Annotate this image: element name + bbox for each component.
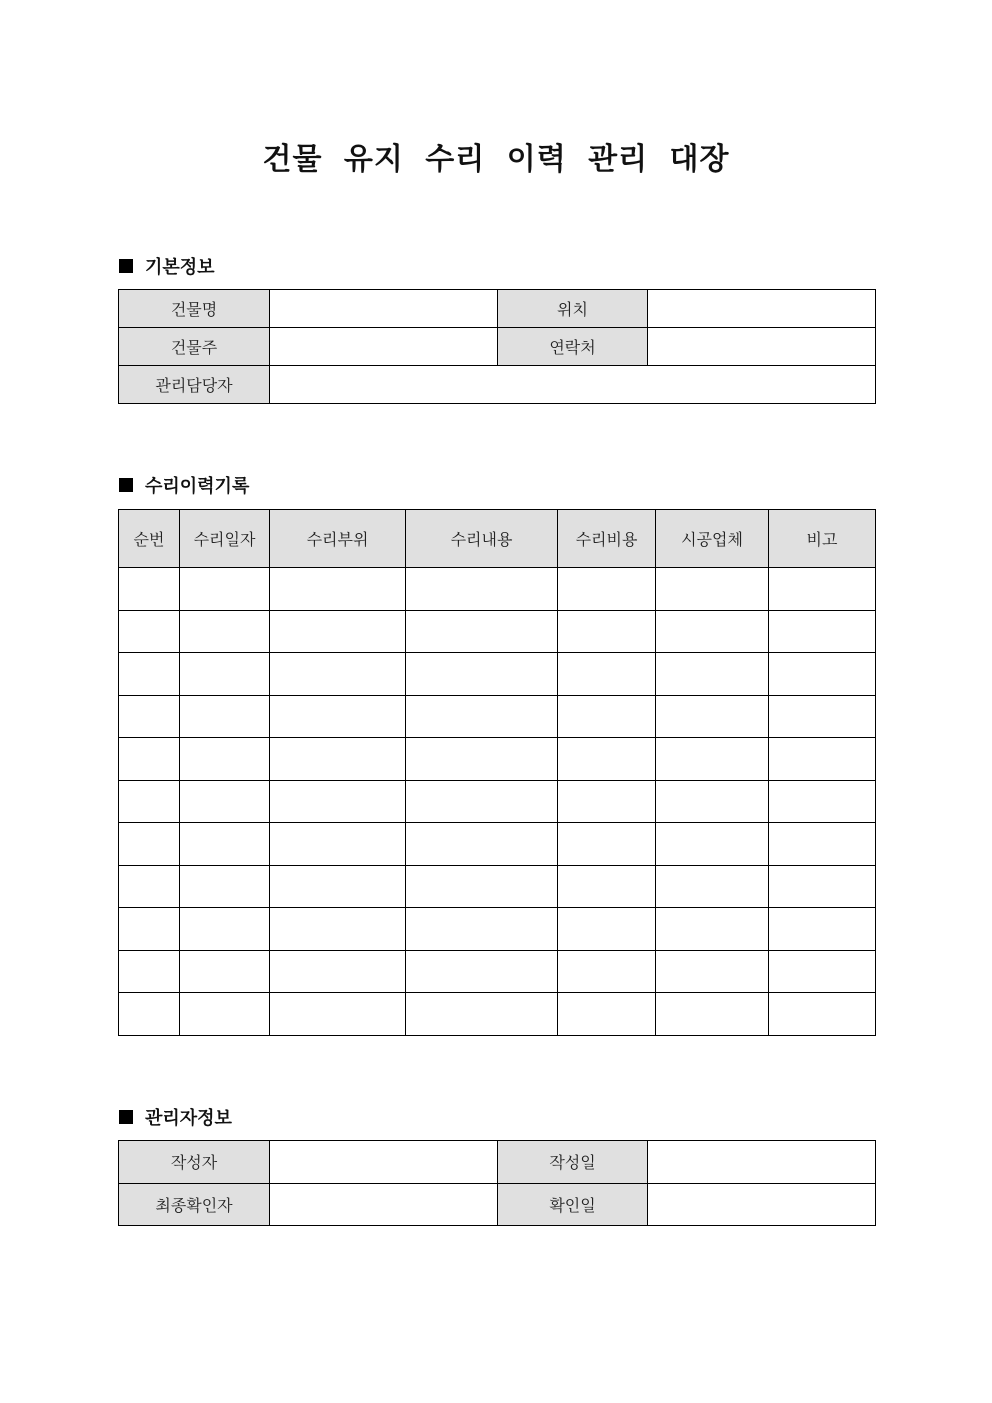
table-row	[119, 738, 876, 781]
field-location[interactable]	[648, 290, 876, 328]
cell-remarks[interactable]	[769, 568, 876, 611]
cell-content[interactable]	[406, 950, 558, 993]
cell-no[interactable]	[119, 610, 180, 653]
cell-date[interactable]	[180, 908, 270, 951]
square-bullet-icon	[119, 478, 133, 492]
cell-no[interactable]	[119, 568, 180, 611]
section-heading-label: 기본정보	[145, 257, 215, 278]
cell-contractor[interactable]	[656, 695, 769, 738]
cell-content[interactable]	[406, 695, 558, 738]
cell-cost[interactable]	[558, 823, 656, 866]
label-date-checked: 확인일	[498, 1183, 648, 1226]
table-row	[119, 328, 876, 366]
table-row	[119, 950, 876, 993]
cell-cost[interactable]	[558, 610, 656, 653]
label-final-checker: 최종확인자	[119, 1183, 270, 1226]
cell-part[interactable]	[270, 823, 406, 866]
table-header-row	[119, 510, 876, 568]
column-header-remarks: 비고	[769, 510, 876, 568]
cell-part[interactable]	[270, 780, 406, 823]
cell-date[interactable]	[180, 610, 270, 653]
field-final-checker[interactable]	[270, 1183, 498, 1226]
cell-remarks[interactable]	[769, 738, 876, 781]
cell-contractor[interactable]	[656, 950, 769, 993]
cell-remarks[interactable]	[769, 780, 876, 823]
section-heading-basic	[119, 253, 215, 279]
section-heading-label: 수리이력기록	[145, 476, 250, 497]
field-date-checked[interactable]	[648, 1183, 876, 1226]
label-contact: 연락처	[498, 328, 648, 366]
field-owner[interactable]	[270, 328, 498, 366]
label-author: 작성자	[119, 1141, 270, 1184]
basic-info-table	[118, 289, 876, 404]
label-manager: 관리담당자	[119, 366, 270, 404]
cell-date[interactable]	[180, 568, 270, 611]
cell-content[interactable]	[406, 908, 558, 951]
cell-content[interactable]	[406, 993, 558, 1036]
cell-cost[interactable]	[558, 865, 656, 908]
table-row	[119, 780, 876, 823]
label-owner: 건물주	[119, 328, 270, 366]
cell-cost[interactable]	[558, 738, 656, 781]
section-heading-manager	[119, 1104, 232, 1130]
cell-date[interactable]	[180, 950, 270, 993]
cell-cost[interactable]	[558, 908, 656, 951]
table-row	[119, 695, 876, 738]
cell-part[interactable]	[270, 950, 406, 993]
cell-date[interactable]	[180, 993, 270, 1036]
cell-part[interactable]	[270, 865, 406, 908]
manager-info-table	[118, 1140, 876, 1226]
cell-no[interactable]	[119, 908, 180, 951]
table-row	[119, 653, 876, 696]
field-date-written[interactable]	[648, 1141, 876, 1184]
cell-no[interactable]	[119, 738, 180, 781]
cell-remarks[interactable]	[769, 695, 876, 738]
cell-no[interactable]	[119, 865, 180, 908]
cell-remarks[interactable]	[769, 865, 876, 908]
cell-content[interactable]	[406, 568, 558, 611]
cell-contractor[interactable]	[656, 653, 769, 696]
cell-contractor[interactable]	[656, 908, 769, 951]
field-contact[interactable]	[648, 328, 876, 366]
cell-date[interactable]	[180, 865, 270, 908]
table-row	[119, 610, 876, 653]
cell-part[interactable]	[270, 568, 406, 611]
table-row	[119, 823, 876, 866]
repair-table-body	[119, 568, 876, 1036]
cell-part[interactable]	[270, 908, 406, 951]
cell-contractor[interactable]	[656, 865, 769, 908]
table-row	[119, 290, 876, 328]
cell-cost[interactable]	[558, 780, 656, 823]
cell-contractor[interactable]	[656, 823, 769, 866]
cell-no[interactable]	[119, 780, 180, 823]
cell-remarks[interactable]	[769, 653, 876, 696]
cell-remarks[interactable]	[769, 908, 876, 951]
cell-date[interactable]	[180, 823, 270, 866]
cell-remarks[interactable]	[769, 823, 876, 866]
cell-content[interactable]	[406, 610, 558, 653]
label-date-written: 작성일	[498, 1141, 648, 1184]
cell-part[interactable]	[270, 738, 406, 781]
cell-date[interactable]	[180, 695, 270, 738]
field-manager[interactable]	[270, 366, 876, 404]
field-building-name[interactable]	[270, 290, 498, 328]
cell-date[interactable]	[180, 780, 270, 823]
table-row	[119, 366, 876, 404]
cell-content[interactable]	[406, 653, 558, 696]
field-author[interactable]	[270, 1141, 498, 1184]
square-bullet-icon	[119, 259, 133, 273]
column-header-part: 수리부위	[270, 510, 406, 568]
cell-content[interactable]	[406, 738, 558, 781]
column-header-contractor: 시공업체	[656, 510, 769, 568]
table-row	[119, 865, 876, 908]
column-header-cost: 수리비용	[558, 510, 656, 568]
cell-content[interactable]	[406, 865, 558, 908]
cell-part[interactable]	[270, 695, 406, 738]
cell-part[interactable]	[270, 653, 406, 696]
cell-no[interactable]	[119, 823, 180, 866]
cell-content[interactable]	[406, 780, 558, 823]
cell-remarks[interactable]	[769, 950, 876, 993]
cell-contractor[interactable]	[656, 568, 769, 611]
cell-contractor[interactable]	[656, 993, 769, 1036]
cell-content[interactable]	[406, 823, 558, 866]
cell-part[interactable]	[270, 993, 406, 1036]
cell-remarks[interactable]	[769, 610, 876, 653]
cell-contractor[interactable]	[656, 738, 769, 781]
column-header-content: 수리내용	[406, 510, 558, 568]
cell-remarks[interactable]	[769, 993, 876, 1036]
cell-no[interactable]	[119, 993, 180, 1036]
table-row	[119, 1183, 876, 1226]
cell-no[interactable]	[119, 653, 180, 696]
table-row	[119, 908, 876, 951]
cell-cost[interactable]	[558, 568, 656, 611]
cell-date[interactable]	[180, 738, 270, 781]
cell-cost[interactable]	[558, 695, 656, 738]
cell-date[interactable]	[180, 653, 270, 696]
repair-history-table	[118, 509, 876, 1036]
document-title: 건물 유지 수리 이력 관리 대장	[262, 142, 730, 177]
label-location: 위치	[498, 290, 648, 328]
label-building-name: 건물명	[119, 290, 270, 328]
table-row	[119, 993, 876, 1036]
column-header-date: 수리일자	[180, 510, 270, 568]
cell-contractor[interactable]	[656, 610, 769, 653]
cell-no[interactable]	[119, 695, 180, 738]
table-row	[119, 1141, 876, 1184]
cell-no[interactable]	[119, 950, 180, 993]
section-heading-label: 관리자정보	[145, 1108, 232, 1129]
square-bullet-icon	[119, 1110, 133, 1124]
cell-cost[interactable]	[558, 653, 656, 696]
cell-cost[interactable]	[558, 993, 656, 1036]
cell-cost[interactable]	[558, 950, 656, 993]
table-row	[119, 568, 876, 611]
column-header-no: 순번	[119, 510, 180, 568]
cell-part[interactable]	[270, 610, 406, 653]
section-heading-repair	[119, 472, 249, 498]
cell-contractor[interactable]	[656, 780, 769, 823]
